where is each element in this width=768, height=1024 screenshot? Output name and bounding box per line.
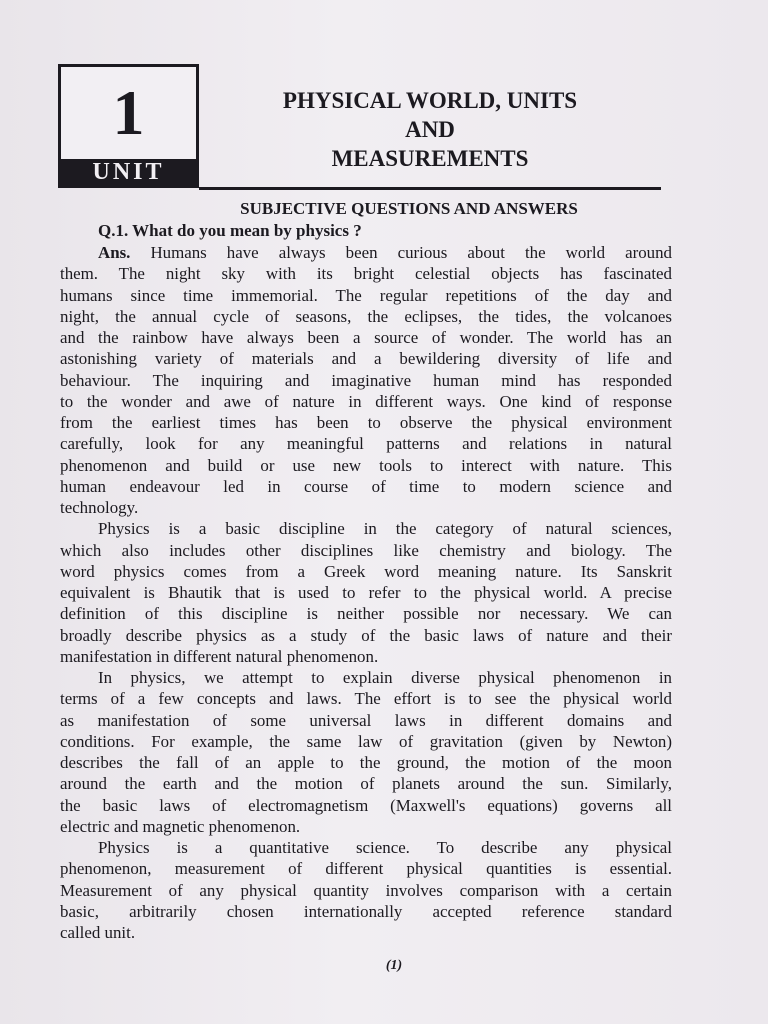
unit-label: UNIT [61,159,196,185]
text-line: around the earth and the motion of planets around the sun. Similarly, [60,774,672,794]
text-line: phenomenon, measurement of different physical quantities is essential. [60,859,672,879]
text-line: Ans. Humans have always been curious about the world around [98,243,672,262]
text-line: broadly describe physics as a study of the basic laws of nature and their [60,625,672,645]
chapter-title-line: PHYSICAL WORLD, UNITS [282,88,578,113]
text-line: describes the fall of an apple to the ground, the motion of the moon [60,753,672,772]
answer-label: Ans. [98,243,131,262]
text-line: them. The night sky with its bright celestial objects has fascinated [60,264,672,284]
unit-badge [58,64,199,188]
text-line: night, the annual cycle of seasons, the eclipses, the tides, the volcanoes [60,306,672,326]
text-line: manifestation in different natural phenomenon. [60,646,379,666]
text-line: as manifestation of some universal laws in different domains and [60,710,672,730]
text-line: conditions. For example, the same law of gravitation (given by Newton) [60,731,672,751]
chapter-title [210,86,650,173]
text-line: electric and magnetic phenomenon. [60,816,301,836]
text-line: humans since time immemorial. The regular repetitions of the day and [60,285,672,305]
question-heading: Q.1. What do you mean by physics ? [98,221,362,240]
text-line: from the earliest times has been to observe the physical environment [60,413,672,432]
text-line: to the wonder and awe of nature in different ways. One kind of response [60,391,672,411]
title-rule [199,187,661,190]
text-line: Measurement of any physical quantity involves comparison with a certain [60,880,672,900]
text-line: carefully, look for any meaningful patterns and relations in natural [60,434,672,454]
text-line: definition of this discipline is neither possible nor necessary. We can [60,604,672,624]
text-line: equivalent is Bhautik that is used to refer to the physical world. A precise [60,583,672,602]
text-line: Physics is a basic discipline in the category of natural sciences, [98,519,672,539]
paragraph [60,518,672,667]
text-line: In physics, we attempt to explain diverse physical phenomenon in [98,668,672,687]
chapter-title-line: MEASUREMENTS [331,146,529,171]
page-number: (1) [385,958,403,973]
text-line: technology. [60,498,139,517]
text-line: called unit. [60,923,136,942]
text-line: human endeavour led in course of time to modern science and [60,476,672,496]
paragraph [60,667,672,837]
paragraph [60,242,672,518]
text-line: word physics comes from a Greek word meaning nature. Its Sanskrit [60,561,672,581]
text-line: astonishing variety of materials and a bewildering diversity of life and [60,349,672,369]
text-line: phenomenon and build or use new tools to interect with nature. This [60,455,672,475]
text-line: Physics is a quantitative science. To describe any physical [98,838,672,857]
paragraph [60,837,672,943]
answer-body [60,242,672,943]
chapter-title-line: AND [405,117,455,142]
text-line: and the rainbow have always been a source of wonder. The world has an [60,328,672,347]
unit-number: 1 [112,77,145,148]
section-heading: SUBJECTIVE QUESTIONS AND ANSWERS [240,199,578,218]
text-line: behaviour. The inquiring and imaginative human mind has responded [60,370,672,390]
text-line: the basic laws of electromagnetism (Maxwell's equations) governs all [60,795,672,815]
text-line: which also includes other disciplines like chemistry and biology. The [60,540,672,560]
text-line: basic, arbitrarily chosen internationally accepted reference standard [60,901,672,921]
text-line: terms of a few concepts and laws. The effort is to see the physical world [60,689,672,709]
